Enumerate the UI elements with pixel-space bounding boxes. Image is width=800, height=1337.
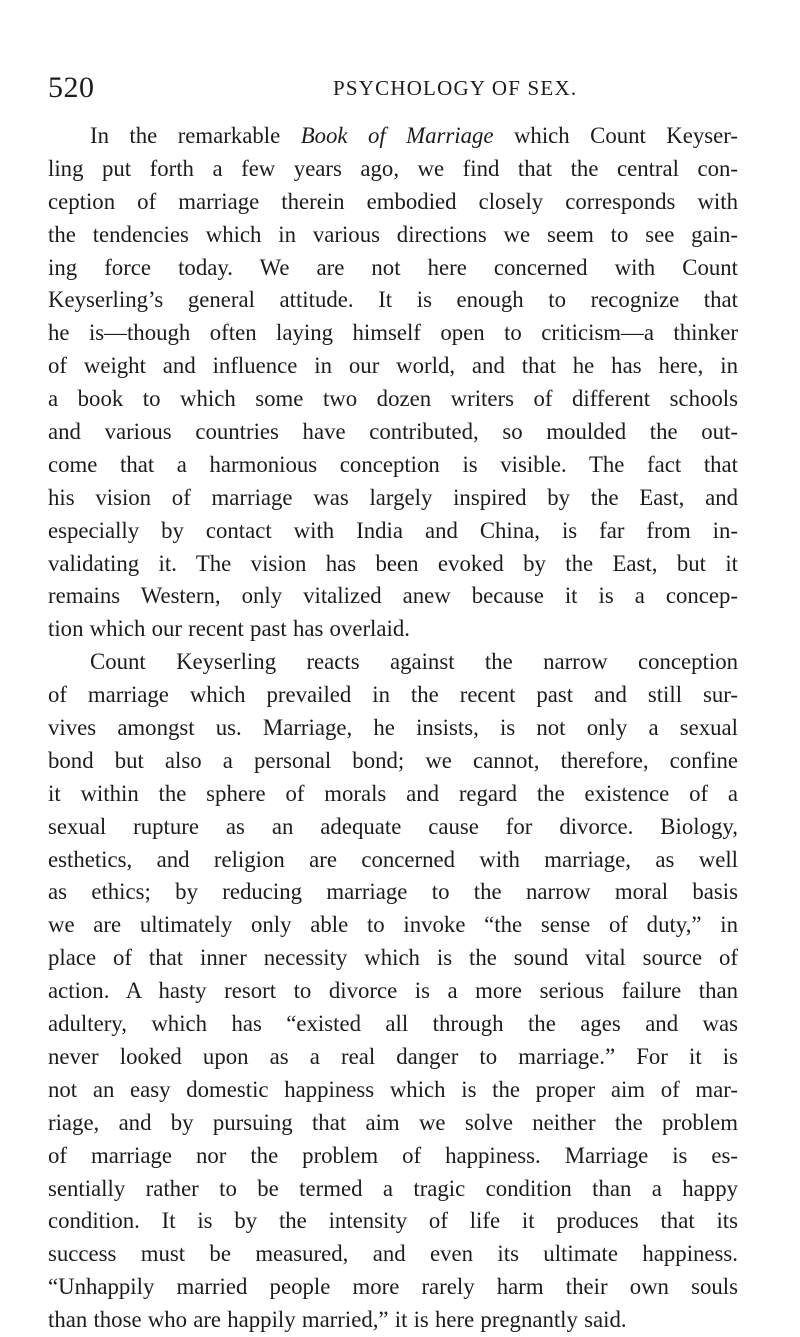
running-head: PSYCHOLOGY OF SEX. <box>333 76 578 100</box>
text-line <box>48 844 738 877</box>
text-fragment: esthetics, and religion are concerned with marriage, as well <box>48 846 738 872</box>
text-line <box>48 1140 738 1173</box>
text-fragment: ling put forth a few years ago, we find that the central con- <box>48 155 738 181</box>
text-fragment: In the remarkable <box>90 123 301 148</box>
text-fragment: of weight and influence in our world, and that he has here, in <box>48 353 738 379</box>
text-line <box>48 876 738 909</box>
text-fragment: never looked upon as a real danger to marriage.” For it is <box>48 1043 738 1069</box>
text-fragment: sentially rather to be termed a tragic condition than a happy <box>48 1175 738 1201</box>
text-line <box>48 186 738 219</box>
text-fragment: especially by contact with India and China, is far from in- <box>48 517 738 543</box>
text-fragment: Count Keyserling reacts against the narrow conception <box>90 649 738 675</box>
text-line <box>48 975 738 1008</box>
text-fragment: Keyserling’s general attitude. It is enough to recognize that <box>48 287 738 313</box>
text-fragment: not an easy domestic happiness which is the proper aim of mar- <box>48 1076 738 1102</box>
text-fragment: a book to which some two dozen writers of different schools <box>48 386 738 412</box>
text-line <box>48 679 738 712</box>
text-fragment: “Unhappily married people more rarely harm their own souls <box>48 1274 738 1300</box>
text-line <box>48 1238 738 1271</box>
text-line <box>48 1074 738 1107</box>
text-line <box>48 778 738 811</box>
text-line <box>48 120 738 153</box>
text-line <box>48 646 738 679</box>
text-line <box>48 515 738 548</box>
text-line <box>48 942 738 975</box>
text-fragment: we are ultimately only able to invoke “the sense of duty,” in <box>48 912 738 938</box>
text-fragment: ception of marriage therein embodied closely corresponds with <box>48 188 738 214</box>
text-line <box>48 1271 738 1304</box>
text-fragment: he is—though often laying himself open to criticism—a thinker <box>48 320 738 346</box>
text-line <box>48 317 738 350</box>
text-line <box>48 1304 738 1337</box>
text-fragment: the tendencies which in various directions we seem to see gain- <box>48 221 738 247</box>
text-line <box>48 580 738 613</box>
text-line <box>48 1041 738 1074</box>
text-line <box>48 252 738 285</box>
text-line <box>48 548 738 581</box>
text-fragment: riage, and by pursuing that aim we solve neither the problem <box>48 1109 738 1135</box>
text-fragment: as ethics; by reducing marriage to the narrow moral basis <box>48 879 738 905</box>
text-line <box>48 219 738 252</box>
text-fragment: validating it. The vision has been evoked by the East, but it <box>48 550 738 576</box>
text-fragment: action. A hasty resort to divorce is a more serious failure than <box>48 978 738 1004</box>
text-line <box>48 153 738 186</box>
text-line <box>48 745 738 778</box>
text-fragment: adultery, which has “existed all through the ages and was <box>48 1011 738 1037</box>
text-line <box>48 1107 738 1140</box>
text-line <box>48 613 738 646</box>
text-fragment: it within the sphere of morals and regard the existence of a <box>48 780 738 806</box>
text-fragment: condition. It is by the intensity of life it produces that its <box>48 1208 738 1234</box>
text-line <box>48 1008 738 1041</box>
text-fragment: of marriage nor the problem of happiness. Marriage is es- <box>48 1142 738 1168</box>
text-line <box>48 1173 738 1206</box>
body-text <box>48 120 738 1337</box>
text-line <box>48 350 738 383</box>
text-line <box>48 482 738 515</box>
text-fragment: and various countries have contributed, so moulded the out- <box>48 419 738 445</box>
text-line <box>48 909 738 942</box>
text-fragment: remains Western, only vitalized anew because it is a concep- <box>48 583 738 609</box>
text-line <box>48 811 738 844</box>
text-line <box>48 712 738 745</box>
text-fragment: come that a harmonious conception is visible. The fact that <box>48 451 738 477</box>
text-fragment: sexual rupture as an adequate cause for divorce. Biology, <box>48 813 738 839</box>
text-fragment: tion which our recent past has overlaid. <box>48 616 410 642</box>
text-fragment: ing force today. We are not here concerned with Count <box>48 254 738 280</box>
book-title-italic: Book of Marriage <box>300 123 494 148</box>
text-fragment: bond but also a personal bond; we cannot, therefore, confine <box>48 747 738 773</box>
text-line <box>48 416 738 449</box>
text-fragment: place of that inner necessity which is the sound vital source of <box>48 945 738 971</box>
text-line <box>48 383 738 416</box>
text-fragment: success must be measured, and even its ultimate happiness. <box>48 1241 738 1267</box>
page-header <box>48 68 732 108</box>
text-fragment: his vision of marriage was largely inspired by the East, and <box>48 484 738 510</box>
page-number: 520 <box>48 71 95 104</box>
text-line <box>48 1205 738 1238</box>
text-line <box>48 449 738 482</box>
text-fragment: which Count Keyser- <box>493 123 738 148</box>
text-line <box>48 284 738 317</box>
text-fragment: than those who are happily married,” it is here pregnantly said. <box>48 1307 627 1333</box>
text-fragment: vives amongst us. Marriage, he insists, is not only a sexual <box>48 715 738 741</box>
text-fragment: of marriage which prevailed in the recent past and still sur- <box>48 682 738 708</box>
